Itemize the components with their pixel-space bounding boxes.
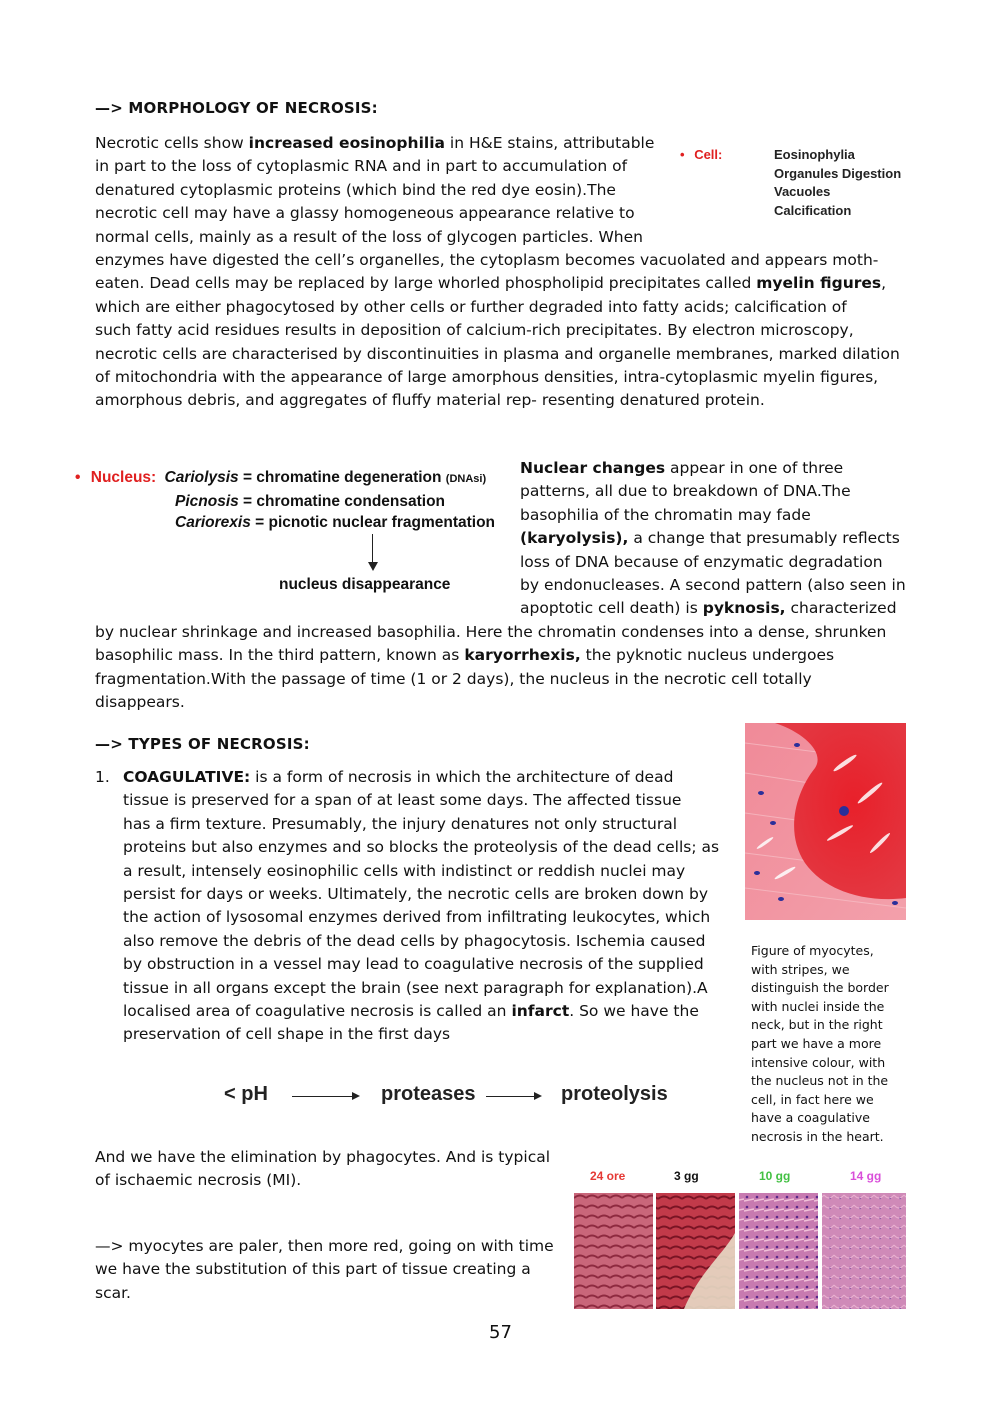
myocytes-paragraph <box>95 1235 565 1305</box>
text-line: by obstruction in a vessel may lead to coagulative necrosis of the supplied <box>123 955 704 974</box>
text-line: normal cells, mainly as a result of the loss of glycogen particles. When <box>95 227 643 246</box>
caption-line: Figure of myocytes, <box>751 943 874 958</box>
caption-line: with stripes, we <box>751 961 850 977</box>
cell-label: Cell: <box>694 147 723 162</box>
down-arrow-icon <box>368 562 378 571</box>
bold-term: infarct <box>511 1002 570 1021</box>
text-line: basophilic mass. In the third pattern, known as karyorrhexis, the pyknotic nucleus undergoes <box>95 646 835 665</box>
phagocytes-paragraph <box>95 1146 565 1193</box>
text-line: amorphous debris, and aggregates of fluffy material rep- resenting denatured protein. <box>95 391 765 410</box>
caption-line: have a coagulative <box>751 1110 870 1126</box>
text-line: by nuclear shrinkage and increased basophilia. Here the chromatin condenses into a dense, shrunken <box>95 623 887 641</box>
cell-item: Eosinophylia <box>774 147 855 162</box>
myocyte-histology-image <box>745 723 906 920</box>
flow-arrow-line <box>292 1096 352 1097</box>
text-line: loss of DNA because of enzymatic degradation <box>520 552 883 571</box>
text-line: we have the substitution of this part of tissue creating a <box>95 1260 531 1279</box>
flow-arrow-line <box>486 1096 534 1097</box>
bold-term: Nuclear changes <box>520 459 666 477</box>
text-line: also remove the debris of the dead cells by phagocytosis. Ischemia caused <box>123 931 706 950</box>
text-line: (karyolysis), a change that presumably reflects <box>520 529 900 548</box>
section-heading-types: —> TYPES OF NECROSIS: <box>95 735 310 753</box>
bold-term: myelin figures <box>756 274 882 293</box>
timeline-histology-strip <box>574 1167 906 1309</box>
nuclear-changes-paragraph-bottom <box>95 621 925 715</box>
bold-term: pyknosis, <box>702 599 786 618</box>
text-line: denatured cytoplasmic proteins (which bind the red dye eosin).The <box>95 180 616 199</box>
nucleus-result: nucleus disappearance <box>279 576 451 593</box>
nucleus-def: = chromatine condensation <box>238 492 446 510</box>
bold-term: COAGULATIVE: <box>123 768 251 786</box>
cell-box <box>680 147 722 162</box>
caption-line: neck, but in the right <box>751 1017 883 1033</box>
flow-step-proteases: proteases <box>381 1083 476 1105</box>
text-line: which are either phagocytosed by other cells or further degraded into fatty acids; calcification of <box>95 297 847 316</box>
nucleus-def: = picnotic nuclear fragmentation <box>250 514 495 532</box>
down-arrow-line <box>372 534 373 564</box>
caption-line: necrosis in the heart. <box>751 1128 884 1144</box>
figure-caption <box>751 942 911 1147</box>
coagulative-paragraph <box>123 766 733 1047</box>
text-line: preservation of cell shape in the first days <box>123 1025 451 1044</box>
caption-line: cell, in fact here we <box>751 1091 874 1107</box>
text-line: scar. <box>95 1283 131 1302</box>
cell-item: Organules Digestion <box>774 165 902 181</box>
nucleus-note: (DNAsi) <box>445 473 487 485</box>
bullet-icon: • <box>680 147 685 162</box>
text-line: fragmentation.With the passage of time (1 or 2 days), the nucleus in the necrotic cell totally <box>95 669 812 688</box>
text-line: COAGULATIVE: is a form of necrosis in which the architecture of dead <box>123 768 674 786</box>
caption-line: the nucleus not in the <box>751 1073 889 1089</box>
page-number: 57 <box>489 1322 512 1343</box>
text-line: has a firm texture. Presumably, the injury denatures not only structural <box>123 814 678 833</box>
timeline-images <box>574 1193 906 1309</box>
text-line: persist for days or weeks. Ultimately, the necrotic cells are broken down by <box>123 885 709 904</box>
caption-line: intensive colour, with <box>751 1054 886 1070</box>
text-line: localised area of coagulative necrosis is called an infarct. So we have the <box>123 1002 699 1021</box>
list-number: 1. <box>95 768 110 786</box>
text-line: by endonucleases. A second pattern (also seen in <box>520 576 906 595</box>
bold-term: (karyolysis), <box>520 529 629 548</box>
text-line: a result, intensely eosinophilic cells with indistinct or reddish nuclei may <box>123 861 686 880</box>
cell-items-list <box>774 146 901 221</box>
bold-term: karyorrhexis, <box>464 646 581 665</box>
nuclear-changes-paragraph-top <box>520 457 920 621</box>
section-heading-morphology: —> MORPHOLOGY OF NECROSIS: <box>95 99 378 117</box>
cell-item: Vacuoles <box>774 184 831 200</box>
nucleus-term: Cariolysis <box>164 469 239 486</box>
text-line: the action of lysosomal enzymes derived from infiltrating leukocytes, which <box>123 908 711 927</box>
caption-line: distinguish the border <box>751 980 889 996</box>
right-arrow-icon <box>352 1092 360 1100</box>
text-line: disappears. <box>95 693 185 712</box>
text-line: necrotic cell may have a glassy homogeneous appearance relative to <box>95 204 635 223</box>
text-line: patterns, all due to breakdown of DNA.The <box>520 482 851 501</box>
cell-item: Calcification <box>774 203 852 219</box>
text-line: proteins but also enzymes and so blocks the proteolysis of the dead cells; as <box>123 838 720 857</box>
text-line: enzymes have digested the cell’s organelles, the cytoplasm becomes vacuolated and appears moth- <box>95 251 879 270</box>
text-line: tissue in all organs except the brain (see next paragraph for explanation).A <box>123 978 708 997</box>
text-line: of ischaemic necrosis (MI). <box>95 1171 302 1190</box>
flow-step-proteolysis: proteolysis <box>561 1083 668 1105</box>
timeline-label: 14 gg <box>850 1169 882 1183</box>
timeline-label: 24 ore <box>590 1169 626 1183</box>
text-line: —> myocytes are paler, then more red, going on with time <box>95 1237 554 1255</box>
text-line: apoptotic cell death) is pyknosis, characterized <box>520 599 897 618</box>
bullet-icon: • <box>75 469 81 486</box>
nucleus-label: Nucleus: <box>90 469 157 486</box>
text-line: Nuclear changes appear in one of three <box>520 459 844 477</box>
text-line: tissue is preserved for a span of at least some days. The affected tissue <box>123 791 682 810</box>
text-line: in part to the loss of cytoplasmic RNA and in part to accumulation of <box>95 157 628 176</box>
text-line: Necrotic cells show increased eosinophilia in H&E stains, attributable <box>95 134 655 152</box>
nucleus-term: Picnosis <box>175 492 239 510</box>
nucleus-box <box>75 467 495 534</box>
nucleus-term: Cariorexis <box>175 514 251 532</box>
bold-term: increased eosinophilia <box>248 134 445 152</box>
right-arrow-icon <box>534 1092 542 1100</box>
caption-line: part we have a more <box>751 1035 882 1051</box>
timeline-label: 3 gg <box>674 1169 699 1183</box>
text-line: basophilia of the chromatin may fade <box>520 505 811 524</box>
text-line: of mitochondria with the appearance of large amorphous densities, intra-cytoplasmic myelin figures, <box>95 368 879 387</box>
text-line: And we have the elimination by phagocytes. And is typical <box>95 1148 551 1166</box>
flow-step-ph: < pH <box>224 1083 268 1105</box>
text-line: such fatty acid residues results in deposition of calcium-rich precipitates. By electron microscopy, <box>95 321 854 340</box>
nucleus-def: = chromatine degeneration <box>238 469 446 486</box>
text-line: eaten. Dead cells may be replaced by large whorled phospholipid precipitates called myelin figures, <box>95 274 887 293</box>
text-line: necrotic cells are characterised by discontinuities in plasma and organelle membranes, marked dilation <box>95 344 900 363</box>
caption-line: with nuclei inside the <box>751 998 885 1014</box>
timeline-label: 10 gg <box>759 1169 791 1183</box>
